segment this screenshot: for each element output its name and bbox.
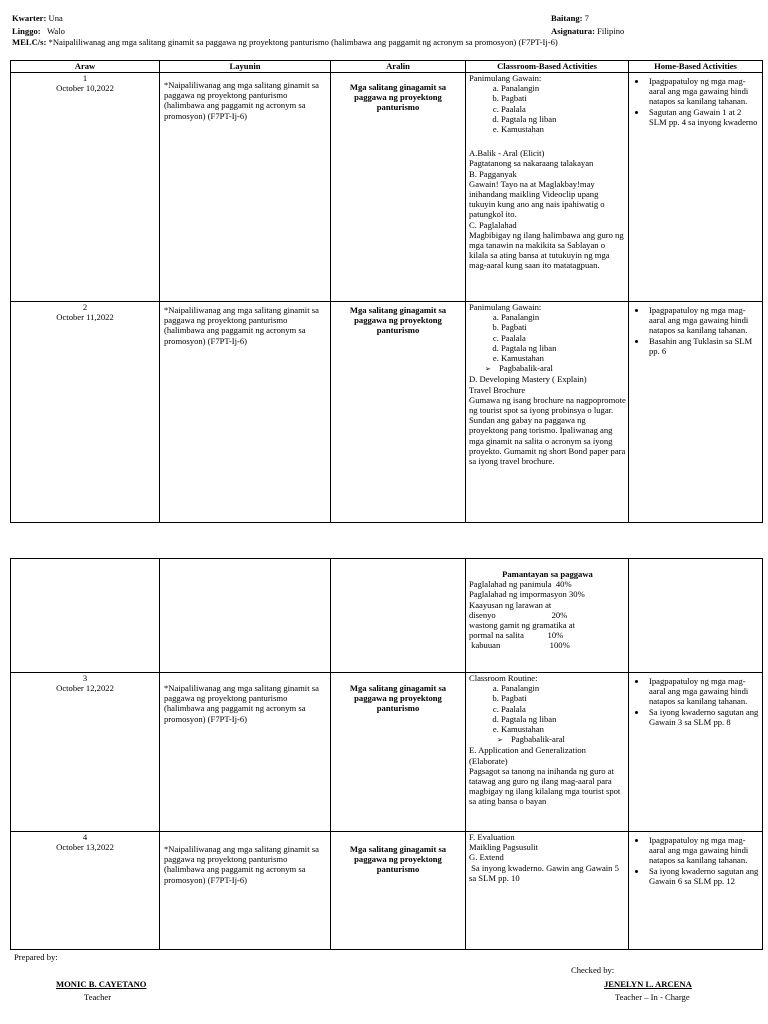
teacher-name: MONIC B. CAYETANO xyxy=(56,979,147,989)
table-row xyxy=(11,559,763,673)
activity-text: Maikling Pagsusulit xyxy=(469,842,538,853)
list-item: c. Paalala xyxy=(501,333,626,343)
empty-cell xyxy=(160,559,331,673)
home-cell xyxy=(629,73,763,302)
rubric-row: Paglalahad ng impormasyon 30% xyxy=(469,589,585,600)
list-item: • Ipagpapatuloy ng mga mag-aaral ang mga gawaing hindi natapos sa kanilang tahanan. xyxy=(647,676,760,707)
home-list xyxy=(629,302,760,356)
table-row xyxy=(11,73,763,302)
list-item: a. Panalangin xyxy=(501,683,626,693)
lesson-plan-table-continued xyxy=(10,558,763,950)
home-list xyxy=(629,673,760,727)
spacer xyxy=(469,134,626,148)
activity-heading: G. Extend xyxy=(469,852,504,863)
routine-list xyxy=(469,312,626,363)
checked-label: Checked by: xyxy=(571,965,615,975)
activity-heading: A.Balik - Aral (Elicit) xyxy=(469,148,545,159)
list-item: d. Pagtala ng liban xyxy=(501,714,626,724)
activity-heading: Travel Brochure xyxy=(469,384,526,395)
rubric-title: Pamantayan sa paggawa xyxy=(502,569,593,579)
day-cell xyxy=(11,832,160,950)
activity-heading: D. Developing Mastery ( Explain) xyxy=(469,374,587,385)
topic-cell xyxy=(331,673,466,832)
checker-name: JENELYN L. ARCENA xyxy=(604,979,692,989)
activity-heading: B. Pagganyak xyxy=(469,168,517,179)
col-header-classroom: Classroom-Based Activities xyxy=(466,61,629,73)
rubric-row: Paglalahad ng panimula 40% xyxy=(469,579,572,590)
objective-text: *Naipaliliwanag ang mga salitang ginamit sa paggawa ng proyektong panturismo (halimbawa ang paggamit ng acronym sa promosyon) (F7PT-Ij-6) xyxy=(164,80,319,121)
day-date: October 12,2022 xyxy=(56,683,114,694)
day-cell xyxy=(11,73,160,302)
spacer xyxy=(469,559,626,569)
activity-heading: F. Evaluation xyxy=(469,832,515,842)
asignatura-value: Filipino xyxy=(597,26,625,36)
objective-text: *Naipaliliwanag ang mga salitang ginamit sa paggawa ng proyektong panturismo (halimbawa ang paggamit ng acronym sa promosyon) (F7PT-Ij-6) xyxy=(164,844,319,885)
classroom-cell xyxy=(466,302,629,523)
kwarter-line xyxy=(12,13,63,23)
rubric-row: wastong gamit ng gramatika at xyxy=(469,620,575,631)
activity-text: Magbibigay ng ilang halimbawa ang guro ng mga tanawin na makikita sa Sablayan o kilala sa ating bansa at tutukuyin ng mga mag-aaral kung saan ito matatagpuan. xyxy=(469,229,624,271)
col-header-aralin: Aralin xyxy=(331,61,466,73)
activity-text: Gumawa ng isang brochure na nagpopromote ng tourist spot sa iyong probinsya o lugar. Sundan ang gabay na paggawa ng proyektong pang torismo. Ipaliwanag ang mga ginamit na salita o acronym sa iyong proyekto. Gumamit ng short Bond paper para sa iyong travel brochure. xyxy=(469,394,626,467)
objective-text: *Naipaliliwanag ang mga salitang ginamit sa paggawa ng proyektong panturismo (halimbawa ang paggamit ng acronym sa promosyon) (F7PT-Ij-6) xyxy=(164,683,319,724)
linggo-value: Walo xyxy=(46,26,65,36)
day-number: 3 xyxy=(82,673,88,683)
classroom-cell xyxy=(466,673,629,832)
home-list xyxy=(629,73,760,127)
activity-text: Pagtatanong sa nakaraang talakayan xyxy=(469,158,594,169)
list-item: • Ipagpapatuloy ng mga mag-aaral ang mga gawaing hindi natapos sa kanilang tahanan. xyxy=(647,835,760,866)
topic-cell xyxy=(331,302,466,523)
topic-cell xyxy=(331,73,466,302)
day-cell xyxy=(11,302,160,523)
list-item: • Sa iyong kwaderno sagutan ang Gawain 3 sa SLM pp. 8 xyxy=(647,707,760,727)
checker-role: Teacher – In - Charge xyxy=(615,992,690,1002)
objective-cell xyxy=(160,673,331,832)
objective-cell xyxy=(160,302,331,523)
col-header-layunin: Layunin xyxy=(160,61,331,73)
routine-sub-list xyxy=(469,734,626,745)
routine-list xyxy=(469,683,626,734)
day-number: 2 xyxy=(82,302,88,312)
rubric-row: pormal na salita 10% xyxy=(469,630,564,641)
list-item: a. Panalangin xyxy=(501,312,626,322)
activity-heading: E. Application and Generalization (Elaborate) xyxy=(469,745,586,766)
list-item: ➢ Pagbabalik-aral xyxy=(501,363,626,374)
objective-cell xyxy=(160,73,331,302)
list-item: e. Kamustahan xyxy=(501,124,626,134)
objective-text: *Naipaliliwanag ang mga salitang ginamit sa paggawa ng proyektong panturismo (halimbawa ang paggamit ng acronym sa promosyon) (F7PT-Ij-6) xyxy=(164,305,319,346)
list-item: b. Pagbati xyxy=(501,322,626,332)
topic-cell xyxy=(331,832,466,950)
table-row xyxy=(11,302,763,523)
linggo-line xyxy=(12,26,65,36)
routine-sub-list xyxy=(469,363,626,374)
day-cell xyxy=(11,673,160,832)
melc-value: *Naipaliliwanag ang mga salitang ginamit sa paggawa ng proyektong panturismo (halimbawa ang paggamit ng acronym sa promosyon) (F7PT-Ij-6) xyxy=(48,37,558,47)
rubric-row: Kaayusan ng larawan at xyxy=(469,599,552,610)
list-item: • Ipagpapatuloy ng mga mag-aaral ang mga gawaing hindi natapos sa kanilang tahanan. xyxy=(647,76,760,107)
classroom-cell xyxy=(466,832,629,950)
melc-label: MELC/s: xyxy=(12,37,47,47)
list-item: • Basahin ang Tuklasin sa SLM pp. 6 xyxy=(647,336,760,356)
rubric-row: kabuuan 100% xyxy=(469,640,570,651)
routine-title: Classroom Routine: xyxy=(469,673,538,683)
routine-list xyxy=(469,83,626,134)
kwarter-value: Una xyxy=(48,13,63,23)
table-header-row xyxy=(11,61,763,73)
topic-text: Mga salitang ginagamit sa paggawa ng proyektong panturismo xyxy=(349,305,447,336)
table-row xyxy=(11,673,763,832)
list-item: b. Pagbati xyxy=(501,93,626,103)
baitang-label: Baitang: xyxy=(551,13,583,23)
routine-title: Panimulang Gawain: xyxy=(469,73,542,83)
list-item: e. Kamustahan xyxy=(501,724,626,734)
day-date: October 13,2022 xyxy=(56,842,114,853)
list-item: • Sagutan ang Gawain 1 at 2 SLM pp. 4 sa inyong kwaderno xyxy=(647,107,760,127)
routine-title: Panimulang Gawain: xyxy=(469,302,542,312)
objective-cell xyxy=(160,832,331,950)
activity-text: Gawain! Tayo na at Maglakbay!may inihandang maikling Videoclip upang tukuyin kung ano ang nais ipahiwatig o patungkol ito. xyxy=(469,178,605,220)
home-list xyxy=(629,832,760,886)
prepared-label: Prepared by: xyxy=(14,952,58,962)
home-cell xyxy=(629,302,763,523)
baitang-value: 7 xyxy=(584,13,589,23)
list-item: ➢ Pagbabalik-aral xyxy=(501,734,626,745)
day-number: 4 xyxy=(82,832,88,842)
kwarter-label: Kwarter: xyxy=(12,13,47,23)
classroom-cell xyxy=(466,73,629,302)
lesson-plan-table xyxy=(10,60,763,523)
list-item: • Ipagpapatuloy ng mga mag-aaral ang mga gawaing hindi natapos sa kanilang tahanan. xyxy=(647,305,760,336)
list-item: c. Paalala xyxy=(501,104,626,114)
col-header-home: Home-Based Activities xyxy=(629,61,763,73)
table-row xyxy=(11,832,763,950)
asignatura-line xyxy=(551,26,624,36)
col-header-araw: Araw xyxy=(11,61,160,73)
empty-cell xyxy=(11,559,160,673)
list-item: d. Pagtala ng liban xyxy=(501,343,626,353)
activity-text: Sa inyong kwaderno. Gawin ang Gawain 5 sa SLM pp. 10 xyxy=(469,862,622,883)
empty-cell xyxy=(331,559,466,673)
baitang-line xyxy=(551,13,589,23)
melc-line xyxy=(12,37,558,47)
list-item: • Sa iyong kwaderno sagutan ang Gawain 6 sa SLM pp. 12 xyxy=(647,866,760,886)
list-item: e. Kamustahan xyxy=(501,353,626,363)
activity-text: Pagsagot sa tanong na inihanda ng guro at tatawag ang guro ng ilang mag-aaral para magbigay ng ilang kilalang mga tourist spot sa ating bansa o bayan xyxy=(469,765,621,807)
list-item: b. Pagbati xyxy=(501,693,626,703)
list-item: d. Pagtala ng liban xyxy=(501,114,626,124)
day-date: October 10,2022 xyxy=(56,83,114,94)
asignatura-label: Asignatura: xyxy=(551,26,595,36)
activity-heading: C. Paglalahad xyxy=(469,219,517,230)
list-item: c. Paalala xyxy=(501,704,626,714)
empty-cell xyxy=(629,559,763,673)
day-number: 1 xyxy=(82,73,88,83)
topic-text: Mga salitang ginagamit sa paggawa ng proyektong panturismo xyxy=(349,683,447,714)
topic-text: Mga salitang ginagamit sa paggawa ng proyektong panturismo xyxy=(349,82,447,113)
linggo-label: Linggo: xyxy=(12,26,41,36)
rubric-cell xyxy=(466,559,629,673)
rubric-row: disenyo 20% xyxy=(469,609,568,620)
home-cell xyxy=(629,673,763,832)
day-date: October 11,2022 xyxy=(56,312,114,323)
teacher-role: Teacher xyxy=(84,992,112,1002)
topic-text: Mga salitang ginagamit sa paggawa ng proyektong panturismo xyxy=(349,844,447,875)
home-cell xyxy=(629,832,763,950)
list-item: a. Panalangin xyxy=(501,83,626,93)
